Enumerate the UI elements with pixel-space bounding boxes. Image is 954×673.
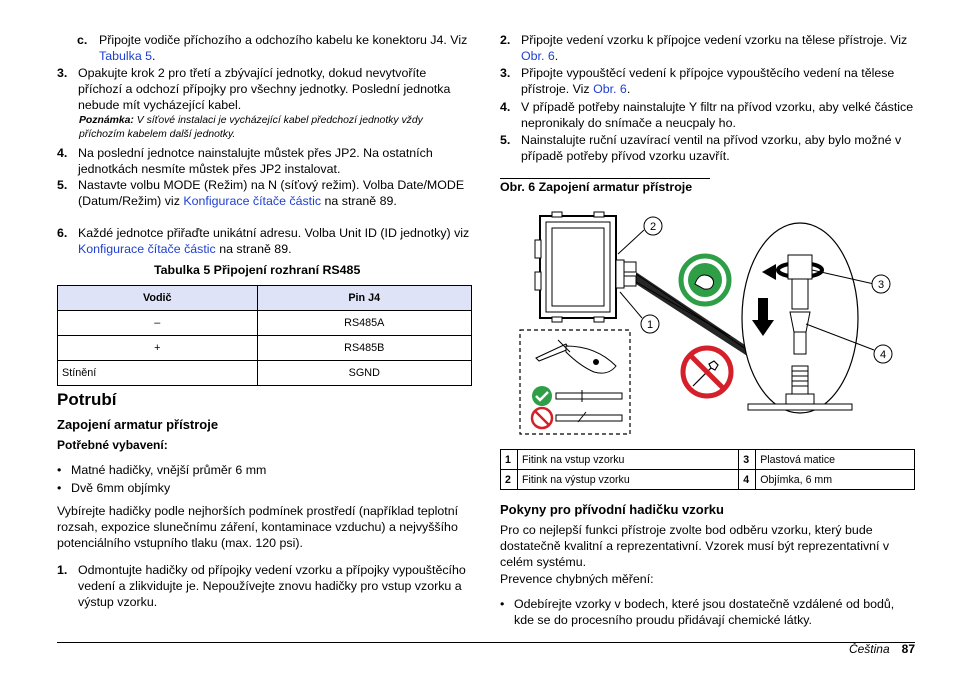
figure-rule bbox=[500, 178, 710, 179]
link-tabulka-5[interactable]: Tabulka 5 bbox=[99, 49, 153, 63]
svg-text:3: 3 bbox=[877, 279, 885, 291]
step-1 bbox=[57, 562, 471, 610]
step-text: Na poslední jednotce nainstalujte můstek přes JP2. Na ostatních jednotkách nesmíte můstek přes JP2 instalovat. bbox=[78, 146, 433, 176]
step-label: 4. bbox=[57, 146, 68, 160]
no-wrench-icon bbox=[683, 348, 731, 396]
fitting-outlet bbox=[616, 260, 636, 288]
table-header: Vodič bbox=[58, 286, 258, 311]
step-5 bbox=[500, 132, 915, 164]
step-label: 6. bbox=[57, 226, 68, 240]
step-text: Nainstalujte ruční uzavírací ventil na přívod vzorku, aby bylo možné v případě potřeby přívod vzorku uzavřít. bbox=[521, 133, 902, 163]
table-row: 2 Fitink na výstup vzorku 4 Objímka, 6 mm bbox=[501, 470, 915, 490]
step-text: V případě potřeby nainstalujte Y filtr na přívod vzorku, aby velké částice nepronikaly do snímače a neucpaly ho. bbox=[521, 100, 914, 130]
callout-3 bbox=[872, 275, 890, 293]
callout-2 bbox=[644, 217, 662, 235]
tube-angled-cut bbox=[556, 415, 622, 421]
step-5: 5. Nastavte volbu MODE (Režim) na N (síťový režim). Volba Date/MODE (Datum/Režim) viz Konfigurace čítače částic na straně 89. bbox=[57, 178, 465, 208]
paragraph: Prevence chybných měření: bbox=[500, 572, 654, 586]
step-6: 6. Každé jednotce přiřaďte unikátní adresu. Volba Unit ID (ID jednotky) viz Konfigurace čítače částic na straně 89. bbox=[57, 226, 470, 256]
subsection-title: Pokyny pro přívodní hadičku vzorku bbox=[500, 502, 724, 517]
detail-circle bbox=[742, 223, 858, 413]
step-label: 5. bbox=[500, 133, 511, 147]
table-row: + RS485B bbox=[58, 336, 472, 361]
paragraph: Vybírejte hadičky podle nejhorších podmínek prostředí (například teplotní rozsah, expozice slunečnímu záření, kontaminace vzduchu) a nejvyššího potenciálního vstupního tlaku (max. 120 psi). bbox=[57, 504, 459, 550]
step-label: 3. bbox=[57, 66, 68, 80]
table-5 bbox=[57, 285, 472, 386]
step-text: Odmontujte hadičky od přípojky vedení vzorku a přípojky vypouštěcího vedení a zlikvidujte je. Nepoužívejte znovu hadičky pro vstup vzorku a výstup vzorku. bbox=[78, 563, 466, 609]
link-obr-6[interactable]: Obr. 6 bbox=[593, 82, 627, 96]
list-item: • Dvě 6mm objímky bbox=[57, 481, 171, 495]
step-label: c. bbox=[77, 33, 88, 47]
equipment-title: Potřebné vybavení: bbox=[57, 438, 168, 452]
footer-rule bbox=[57, 642, 915, 643]
hand-tighten-icon bbox=[681, 256, 729, 304]
link-konfigurace-2[interactable]: Konfigurace čítače částic bbox=[78, 242, 216, 256]
list-item: • Matné hadičky, vnější průměr 6 mm bbox=[57, 463, 267, 477]
table-row: – RS485A bbox=[58, 311, 472, 336]
step-label: 3. bbox=[500, 66, 511, 80]
tube-straight-cut bbox=[556, 393, 622, 399]
step-label: 1. bbox=[57, 563, 68, 577]
prohibited-icon bbox=[532, 408, 552, 428]
callout-4 bbox=[874, 345, 892, 363]
step-label: 5. bbox=[57, 178, 68, 192]
callout-1 bbox=[641, 315, 659, 333]
section-title: Potrubí bbox=[57, 390, 117, 409]
step-4 bbox=[57, 145, 471, 177]
step-3 bbox=[57, 65, 471, 113]
note: Poznámka: V síťové instalaci je vycházející kabel předchozí jednotky vždy příchozím kabelem další jednotky. bbox=[79, 115, 423, 140]
paragraph: Pro co nejlepší funkci přístroje zvolte bod odběru vzorku, který bude dostatečně kvalitní a reprezentativní. Vzorek musí být reprezentativní v celém systému. bbox=[500, 523, 890, 569]
step-text: Opakujte krok 2 pro třetí a zbývající jednotky, dokud nevytvoříte příchozí a odchozí přípojky pro všechny jednotky. Poslední jednotka nebude mít vycházející kabel. bbox=[78, 66, 451, 112]
ferrule bbox=[790, 312, 810, 332]
figure-legend bbox=[500, 449, 915, 490]
step-2: 2. Připojte vedení vzorku k přípojce vedení vzorku na tělese přístroje. Viz Obr. 6. bbox=[500, 33, 908, 63]
svg-text:1: 1 bbox=[646, 319, 654, 331]
step-4 bbox=[500, 99, 915, 131]
step-label: 4. bbox=[500, 100, 511, 114]
svg-text:2: 2 bbox=[649, 221, 657, 233]
link-obr-6[interactable]: Obr. 6 bbox=[521, 49, 555, 63]
instrument-body bbox=[535, 212, 616, 322]
page-footer bbox=[849, 642, 915, 656]
step-label: 2. bbox=[500, 33, 511, 47]
table-5-caption: Tabulka 5 Připojení rozhraní RS485 bbox=[154, 263, 361, 277]
table-row: Stínění SGND bbox=[58, 361, 472, 386]
figure-6-illustration bbox=[500, 200, 915, 445]
tube-cutter-icon bbox=[536, 340, 616, 373]
tube-cutting-panel bbox=[520, 330, 630, 434]
link-konfigurace-1[interactable]: Konfigurace čítače částic bbox=[183, 194, 322, 208]
footer-language: Čeština bbox=[848, 642, 890, 656]
leader-1 bbox=[620, 292, 642, 318]
leader-2 bbox=[618, 230, 644, 254]
figure-6-caption: Obr. 6 Zapojení armatur přístroje bbox=[500, 180, 693, 194]
svg-text:4: 4 bbox=[879, 349, 887, 361]
check-icon bbox=[532, 386, 552, 406]
step-text: Připojte vodiče příchozího a odchozího kabelu ke konektoru J4. Viz bbox=[99, 33, 468, 47]
list-item: • Odebírejte vzorky v bodech, které jsou dostatečně vzdálené od bodů, kde se do procesního proudu přidávají chemické látky. bbox=[500, 597, 895, 627]
page-number: 87 bbox=[901, 642, 915, 656]
subsection-title: Zapojení armatur přístroje bbox=[57, 417, 219, 432]
step-3: 3. Připojte vypouštěcí vedení k přípojce vypouštěcího vedení na tělese přístroje. Viz Obr. 6. bbox=[500, 66, 895, 96]
step-c: c. Připojte vodiče příchozího a odchozího kabelu ke konektoru J4. Viz Tabulka 5. bbox=[77, 33, 468, 63]
table-header: Pin J4 bbox=[257, 286, 471, 311]
table-row: 1 Fitink na vstup vzorku 3 Plastová matice bbox=[501, 450, 915, 470]
push-arrow-icon bbox=[758, 298, 768, 320]
